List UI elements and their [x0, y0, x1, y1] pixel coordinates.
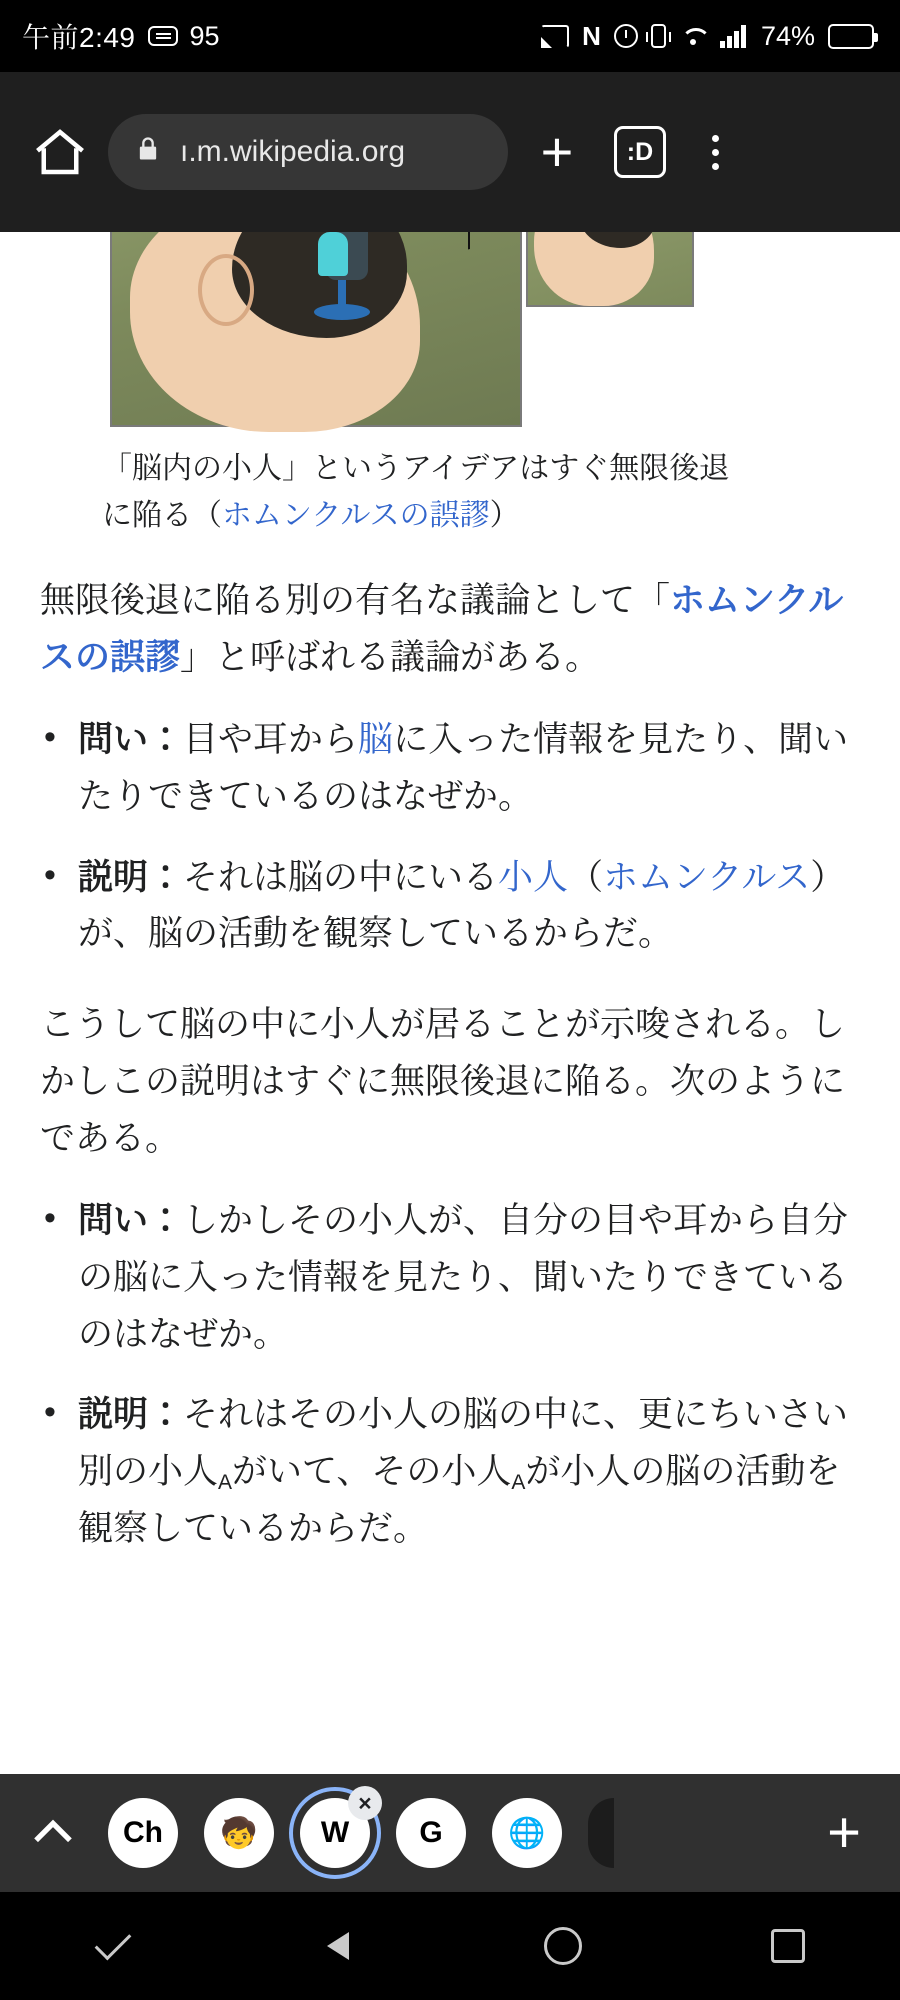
- list-item-sep: ：: [148, 1201, 184, 1241]
- list-item-text: しかしその小人が、自分の目や耳から自分の脳に入った情報を見たり、聞いたりできているのはなぜか。: [78, 1201, 849, 1354]
- recents-icon[interactable]: [758, 1916, 818, 1976]
- tab-switcher-button[interactable]: :D: [614, 126, 666, 178]
- tab-overflow-partial[interactable]: [588, 1798, 614, 1868]
- paragraph-1-link[interactable]: ホムンクルスの誤謬: [40, 581, 844, 677]
- paragraph-1-pre: 無限後退に陥る別の有名な議論として「: [40, 581, 671, 620]
- status-bar: [0, 0, 900, 72]
- close-icon[interactable]: ×: [348, 1786, 382, 1820]
- home-icon[interactable]: [533, 1916, 593, 1976]
- list-item-label: 問い: [78, 1201, 149, 1241]
- tab-anime[interactable]: [204, 1798, 274, 1868]
- figure: [62, 232, 860, 539]
- list-item-sub-a: A: [218, 1470, 233, 1494]
- list-item-link-homunculus[interactable]: ホムンクルス: [603, 857, 811, 897]
- list-item-label: 説明: [78, 1395, 149, 1435]
- status-bar-left: [22, 16, 220, 56]
- back-icon[interactable]: [308, 1916, 368, 1976]
- list-item-text-b: がいて、その小人: [232, 1451, 512, 1491]
- message-icon: [148, 26, 178, 46]
- list-item-text-post: に入った情報を見たり、聞いたりできているのはなぜか。: [78, 720, 849, 817]
- message-badge-count: 95: [189, 20, 220, 51]
- battery-icon: [828, 24, 874, 49]
- tab-chatgpt-label: Ch: [123, 1816, 163, 1849]
- signal-icon: [720, 24, 748, 48]
- list-item-text-c: が小人の脳の活動を観察しているからだ。: [78, 1451, 841, 1548]
- lock-icon: [134, 135, 162, 169]
- nfc-icon: N: [582, 20, 601, 51]
- figure-caption: [102, 446, 742, 539]
- home-icon[interactable]: [30, 122, 90, 182]
- status-clock: 午前2:49: [22, 22, 136, 53]
- tab-globe[interactable]: [492, 1798, 562, 1868]
- figure-image: [110, 232, 710, 432]
- figure-image-thumbnail: [526, 232, 694, 307]
- figure-caption-pre: 「脳内の小人」というアイデアはすぐ無限後退に陥る（: [102, 452, 730, 532]
- list-item: [40, 712, 860, 825]
- add-tab-button[interactable]: +: [827, 1800, 861, 1865]
- battery-percent: 74%: [760, 20, 815, 51]
- paragraph-2: こうして脳の中に小人が居ることが示唆される。しかしこの説明はすぐに無限後退に陥る。次のようにである。: [40, 1005, 846, 1158]
- list-item-label: 説明: [78, 857, 149, 897]
- list-item-link-brain[interactable]: 脳: [358, 720, 394, 760]
- tab-anime-label: 🧒: [220, 1816, 258, 1850]
- list-item-text-a: それはその小人の脳の中に、更にちいさい別の小人: [78, 1395, 849, 1491]
- vibrate-icon: [651, 24, 666, 48]
- bullet-list-1: [40, 712, 860, 963]
- tab-wikipedia-label: W: [320, 1816, 350, 1849]
- tab-wikipedia[interactable]: [300, 1789, 372, 1868]
- list-item-link-homunculus-short[interactable]: 小人: [498, 857, 569, 897]
- list-item-sep: ：: [148, 720, 184, 760]
- tab-google[interactable]: [396, 1798, 466, 1868]
- list-item-sub-b: A: [511, 1470, 526, 1494]
- address-bar[interactable]: [108, 114, 508, 190]
- figure-caption-post: ）: [489, 498, 520, 532]
- tab-chatgpt[interactable]: [108, 1798, 178, 1868]
- figure-caption-link[interactable]: ホムンクルスの誤謬: [222, 498, 490, 532]
- system-nav-bar: [0, 1892, 900, 2000]
- wifi-icon: [679, 25, 707, 47]
- new-tab-button[interactable]: +: [540, 120, 574, 183]
- chevron-down-icon[interactable]: [83, 1916, 143, 1976]
- figure-image-main: [110, 232, 522, 427]
- chevron-up-icon[interactable]: [24, 1804, 82, 1862]
- list-item-text-pre: それは脳の中にいる: [183, 857, 499, 897]
- list-item-label: 問い: [78, 720, 149, 760]
- overflow-menu-icon[interactable]: [690, 121, 740, 183]
- status-bar-right: [541, 21, 874, 52]
- tab-google-label: G: [419, 1816, 443, 1849]
- browser-toolbar: [0, 72, 900, 232]
- list-item-sep: ：: [148, 857, 184, 897]
- list-item-mid: （: [568, 857, 604, 897]
- paragraph-1-post: 」と呼ばれる議論がある。: [180, 637, 601, 677]
- web-page-content: [0, 232, 900, 2000]
- list-item-text-post: ）が、脳の活動を観察しているからだ。: [78, 857, 846, 954]
- url-text: ı.m.wikipedia.org: [180, 135, 406, 168]
- paragraph-1: [40, 573, 860, 686]
- list-item-text-pre: 目や耳から: [183, 720, 359, 760]
- cast-icon: [541, 25, 569, 48]
- list-item: [40, 1387, 860, 1557]
- list-item: [40, 1193, 860, 1363]
- bullet-list-2: [40, 1193, 860, 1557]
- tab-strip: [0, 1774, 900, 1892]
- tab-globe-label: 🌐: [508, 1816, 546, 1850]
- list-item: [40, 850, 860, 963]
- list-item-sep: ：: [148, 1395, 184, 1435]
- alarm-icon: [614, 24, 638, 48]
